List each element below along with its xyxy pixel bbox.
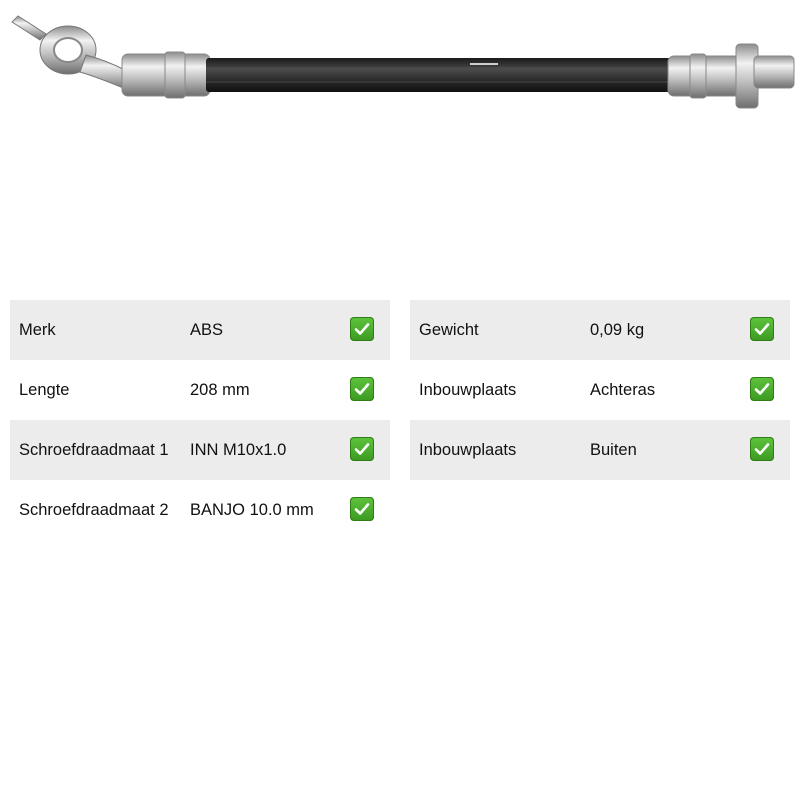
spec-label: Merk: [19, 321, 56, 339]
spec-label: Inbouwplaats: [419, 441, 517, 459]
spec-row-schroefdraadmaat-2: [10, 480, 390, 540]
spec-label: Lengte: [19, 381, 70, 399]
spec-row-lengte: [10, 360, 390, 420]
spec-table-right: [410, 300, 790, 480]
check-mark-icon: [350, 317, 374, 341]
spec-table-left: [10, 300, 390, 540]
spec-value: ABS: [190, 321, 224, 339]
spec-row-inbouwplaats-buiten: [410, 420, 790, 480]
spec-label: Inbouwplaats: [419, 381, 517, 399]
spec-row-inbouwplaats-achteras: [410, 360, 790, 420]
spec-value: Buiten: [590, 441, 637, 459]
spec-label: Gewicht: [419, 321, 479, 339]
brake-hose-image: [0, 0, 800, 120]
spec-value: INN M10x1.0: [190, 441, 287, 459]
spec-value: BANJO 10.0 mm: [190, 501, 314, 519]
check-mark-icon: [350, 377, 374, 401]
check-mark-icon: [750, 437, 774, 461]
spec-label: Schroefdraadmaat 2: [19, 501, 169, 519]
spec-value: 208 mm: [190, 381, 250, 399]
check-mark-icon: [750, 317, 774, 341]
spec-value: 0,09 kg: [590, 321, 645, 339]
check-mark-icon: [350, 497, 374, 521]
spec-value: Achteras: [590, 381, 656, 399]
spec-row-gewicht: [410, 300, 790, 360]
spec-row-merk: [10, 300, 390, 360]
spec-label: Schroefdraadmaat 1: [19, 441, 169, 459]
spec-row-schroefdraadmaat-1: [10, 420, 390, 480]
check-mark-icon: [750, 377, 774, 401]
check-mark-icon: [350, 437, 374, 461]
